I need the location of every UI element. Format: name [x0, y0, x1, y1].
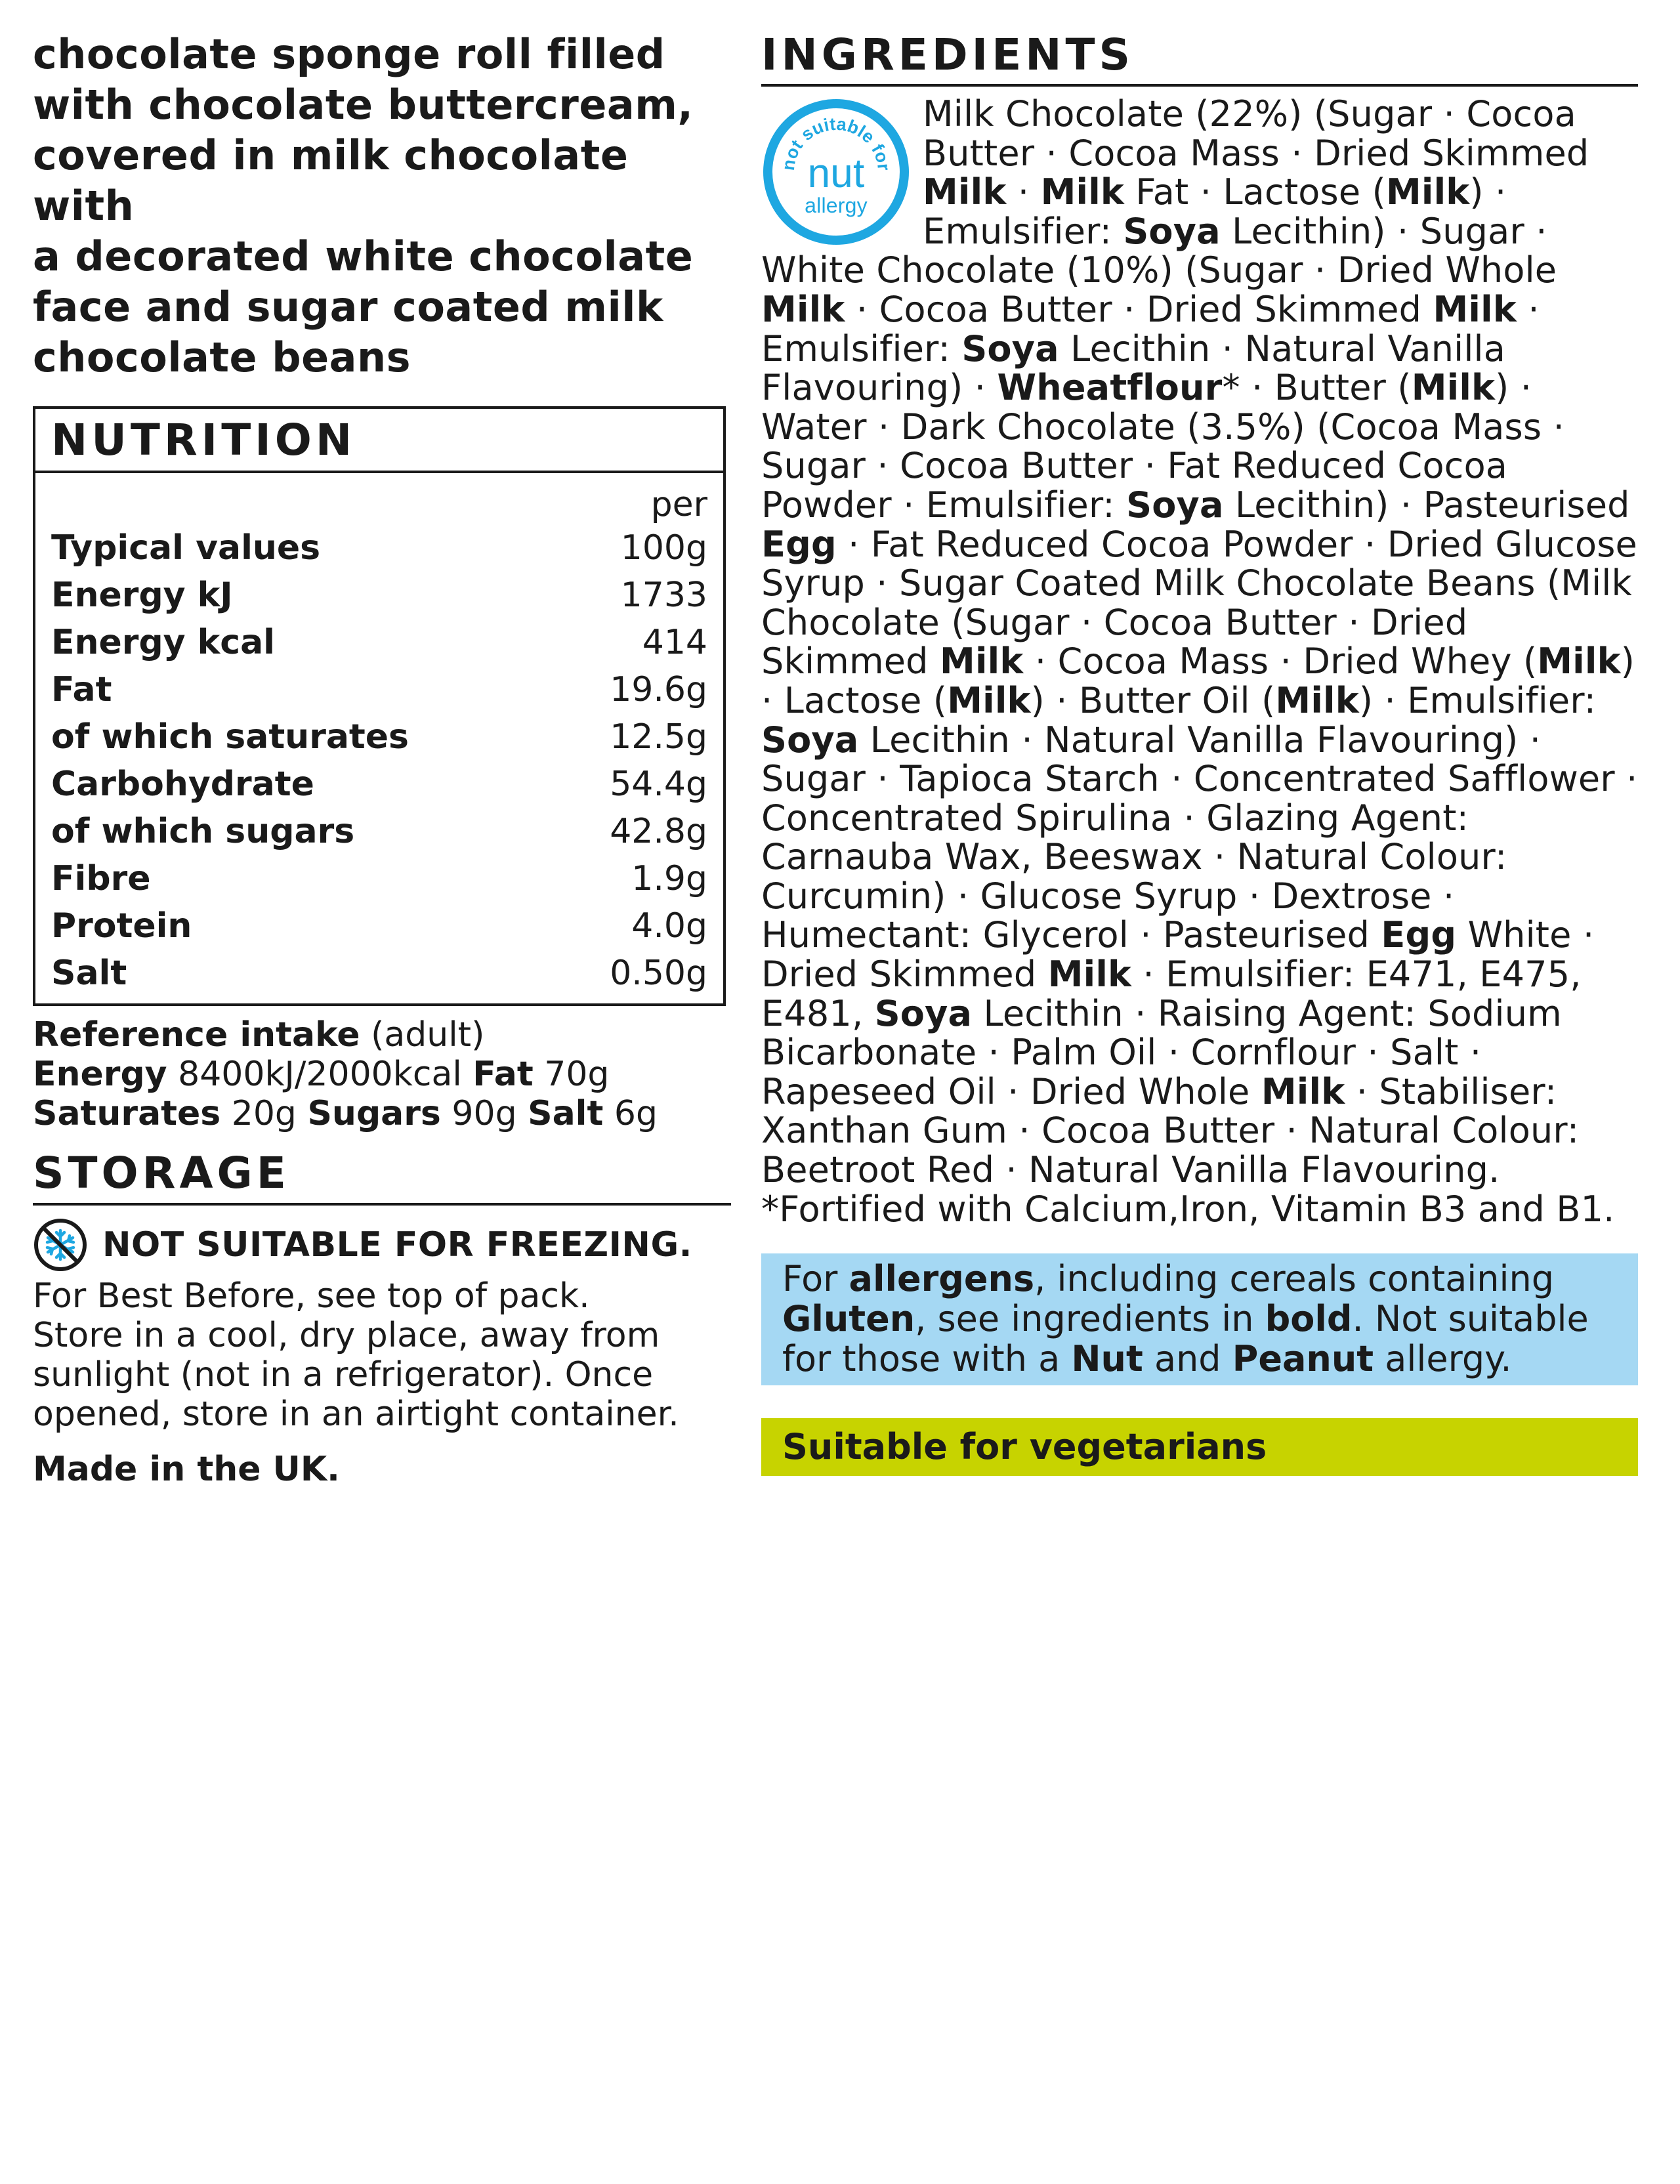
- product-description: [33, 29, 731, 383]
- nutrition-row: [35, 902, 723, 950]
- allergen-emphasis: Soya: [761, 719, 859, 761]
- allergen-notice: [761, 1253, 1638, 1385]
- storage-line: Store in a cool, dry place, away from: [33, 1316, 660, 1355]
- description-line: covered in milk chocolate with: [33, 131, 629, 230]
- ref-sugars-label: Sugars: [307, 1094, 441, 1133]
- allergen-emphasis: Egg: [1381, 914, 1457, 956]
- nutrition-panel: [33, 406, 726, 1006]
- nutrient-value: 4.0g: [631, 906, 707, 946]
- ingredients-footnote: *Fortified with Calcium,Iron, Vitamin B3 and B1.: [761, 1188, 1615, 1230]
- allergen-emphasis: Milk: [1040, 171, 1125, 213]
- allergen-emphasis: Gluten: [782, 1298, 915, 1340]
- text-segment: · Fat Reduced Cocoa Powder · Dried Glucose Syrup · Sugar Coated Milk Chocolate Beans (Milk Chocolate (Sugar · Cocoa Butter · Dried Skimmed: [761, 523, 1637, 682]
- text-segment: ) · Lactose (: [761, 640, 1635, 721]
- ref-salt-value: 6g: [614, 1094, 658, 1133]
- allergen-emphasis: Milk: [940, 640, 1024, 682]
- allergen-emphasis: Soya: [961, 327, 1059, 369]
- nutrition-row: [35, 619, 723, 666]
- text-segment: · Cocoa Mass · Dried Whey (: [1023, 640, 1538, 682]
- text-segment: ) · Butter Oil (: [1030, 679, 1276, 721]
- badge-main-text: nut: [807, 151, 865, 196]
- description-line: with chocolate buttercream,: [33, 81, 694, 129]
- typical-values-label: Typical values: [51, 528, 321, 568]
- nutrition-row: [35, 761, 723, 808]
- allergen-emphasis: Milk: [761, 288, 845, 330]
- nutrient-value: 414: [642, 623, 707, 662]
- nut-allergy-badge-icon: [761, 97, 911, 247]
- allergen-emphasis: Nut: [1071, 1338, 1143, 1380]
- allergen-emphasis: Milk: [1433, 288, 1517, 330]
- nutrient-label: Protein: [51, 906, 192, 946]
- nutrient-label: of which sugars: [51, 812, 355, 851]
- nutrient-value: 42.8g: [610, 812, 707, 851]
- allergen-emphasis: Milk: [1275, 679, 1359, 721]
- ref-intake-qualifier: (adult): [371, 1015, 485, 1055]
- text-segment: ·: [1006, 171, 1041, 213]
- allergen-emphasis: Soya: [1123, 210, 1221, 252]
- storage-instructions: [33, 1276, 731, 1434]
- left-column: [33, 29, 731, 1489]
- nutrition-row: [35, 572, 723, 619]
- nutrient-value: 1733: [620, 576, 707, 615]
- ref-salt-label: Salt: [528, 1094, 604, 1133]
- right-column: [761, 29, 1638, 1476]
- storage-line: opened, store in an airtight container.: [33, 1395, 679, 1434]
- nutrient-label: of which saturates: [51, 717, 410, 757]
- text-segment: · Emulsifier:: [761, 288, 1540, 369]
- allergen-emphasis: Egg: [761, 523, 837, 565]
- text-segment: · Emulsifier: E471, E475, E481,: [761, 954, 1582, 1034]
- storage-line: sunlight (not in a refrigerator). Once: [33, 1355, 654, 1395]
- freeze-warning-row: [33, 1217, 731, 1272]
- text-segment: Lecithin) · Pasteurised: [1223, 484, 1630, 526]
- ref-energy-value: 8400kJ/2000kcal: [178, 1055, 462, 1094]
- nutrition-table: [35, 480, 723, 997]
- ingredients-list: [761, 93, 1638, 1190]
- nutrition-row: [35, 855, 723, 902]
- nutrient-label: Energy kcal: [51, 623, 275, 662]
- text-segment: ) · Water · Dark Chocolate (3.5%) (Cocoa Mass · Sugar · Cocoa Butter · Fat Reduced Cocoa Powder · Emulsifier:: [761, 367, 1564, 526]
- text-segment: · Stabiliser: Xanthan Gum · Cocoa Butter · Natural Colour: Beetroot Red · Natural Vanilla Flavouring.: [761, 1070, 1580, 1191]
- allergen-emphasis: Milk: [1411, 367, 1496, 409]
- nutrition-per-row: [35, 480, 723, 524]
- allergen-emphasis: Milk: [1385, 171, 1470, 213]
- allergen-emphasis: Milk: [1261, 1070, 1345, 1112]
- no-freezing-icon: [33, 1217, 88, 1272]
- text-segment: · Cocoa Butter · Dried Skimmed: [845, 288, 1433, 330]
- ref-fat-label: Fat: [472, 1055, 534, 1094]
- vegetarian-badge: Suitable for vegetarians: [761, 1418, 1638, 1476]
- allergen-emphasis: Milk: [947, 679, 1031, 721]
- text-segment: . Not suitable for those with a: [782, 1298, 1589, 1380]
- storage-title: STORAGE: [33, 1145, 731, 1206]
- nutrient-value: 1.9g: [631, 859, 707, 898]
- storage-line: For Best Before, see top of pack.: [33, 1276, 590, 1316]
- text-segment: ) · Emulsifier:: [923, 171, 1507, 252]
- allergen-emphasis: Soya: [1126, 484, 1224, 526]
- allergen-emphasis: bold: [1265, 1298, 1353, 1340]
- description-line: a decorated white chocolate: [33, 232, 694, 280]
- text-segment: ) · Emulsifier:: [1358, 679, 1597, 721]
- badge-arc-text: not suitable for: [778, 114, 894, 172]
- text-segment: and: [1143, 1338, 1232, 1380]
- allergen-emphasis: Peanut: [1232, 1338, 1374, 1380]
- text-segment: Fat · Lactose (: [1124, 171, 1386, 213]
- text-segment: For: [782, 1258, 849, 1300]
- nutrient-value: 54.4g: [610, 765, 707, 804]
- ref-fat-value: 70g: [544, 1055, 610, 1094]
- nutrient-value: 19.6g: [610, 670, 707, 709]
- text-segment: allergy.: [1374, 1338, 1512, 1380]
- nutrient-label: Fibre: [51, 859, 151, 898]
- allergen-emphasis: Wheatflour: [997, 367, 1223, 409]
- ingredients-text: [761, 94, 1638, 1228]
- text-segment: Lecithin · Raising Agent: Sodium Bicarbonate · Palm Oil · Cornflour · Salt · Rapeseed Oil · Dried Whole: [761, 992, 1562, 1112]
- text-segment: Lecithin · Natural Vanilla Flavouring) ·: [761, 327, 1506, 409]
- ref-saturates-label: Saturates: [33, 1094, 221, 1133]
- per-label: per: [650, 485, 707, 524]
- per-100g-label: 100g: [620, 528, 707, 568]
- text-segment: White · Dried Skimmed: [761, 914, 1595, 996]
- nutrition-row: [35, 950, 723, 997]
- nutrient-label: Salt: [51, 954, 127, 993]
- made-in-text: Made in the UK.: [33, 1450, 340, 1489]
- allergen-emphasis: Soya: [874, 992, 973, 1034]
- text-segment: Lecithin) · Sugar · White Chocolate (10%) (Sugar · Dried Whole: [761, 210, 1557, 291]
- ref-sugars-value: 90g: [452, 1094, 517, 1133]
- ingredients-title: INGREDIENTS: [761, 29, 1638, 87]
- nutrition-row: [35, 666, 723, 713]
- allergen-emphasis: Milk: [1537, 640, 1621, 682]
- nutrition-header-row: [35, 524, 723, 572]
- reference-intake: [33, 1015, 731, 1133]
- text-segment: * · Butter (: [1222, 367, 1412, 409]
- ref-energy-label: Energy: [33, 1055, 167, 1094]
- description-line: face and sugar coated milk: [33, 283, 663, 331]
- description-line: chocolate beans: [33, 333, 411, 381]
- badge-sub-text: allergy: [805, 194, 868, 217]
- allergen-emphasis: Milk: [923, 171, 1007, 213]
- text-segment: , see ingredients in: [915, 1298, 1265, 1340]
- nutrient-label: Energy kJ: [51, 576, 233, 615]
- nutrition-row: [35, 808, 723, 855]
- text-segment: Lecithin · Natural Vanilla Flavouring) · Sugar · Tapioca Starch · Concentrated Safflower · Concentrated Spirulina · Glazing Agent: Carnauba Wax, Beeswax · Natural Colour: Curcumin) · Glucose Syrup · Dextrose · Humectant: Glycerol · Pasteurised: [761, 719, 1638, 956]
- allergen-emphasis: Milk: [1047, 954, 1132, 996]
- freeze-warning-text: NOT SUITABLE FOR FREEZING.: [102, 1225, 692, 1265]
- ref-saturates-value: 20g: [231, 1094, 297, 1133]
- ref-intake-title: Reference intake: [33, 1015, 360, 1055]
- text-segment: , including cereals containing: [1034, 1258, 1555, 1300]
- nutrition-row: [35, 713, 723, 761]
- nutrition-title: NUTRITION: [35, 409, 723, 473]
- allergen-notice-text: [782, 1258, 1589, 1379]
- nutrient-label: Fat: [51, 670, 112, 709]
- description-line: chocolate sponge roll filled: [33, 30, 665, 78]
- text-segment: Milk Chocolate (22%) (Sugar · Cocoa Butter · Cocoa Mass · Dried Skimmed: [923, 93, 1589, 174]
- allergen-emphasis: allergens: [849, 1258, 1035, 1300]
- nutrient-value: 12.5g: [610, 717, 707, 757]
- nutrient-label: Carbohydrate: [51, 765, 314, 804]
- nutrient-value: 0.50g: [610, 954, 707, 993]
